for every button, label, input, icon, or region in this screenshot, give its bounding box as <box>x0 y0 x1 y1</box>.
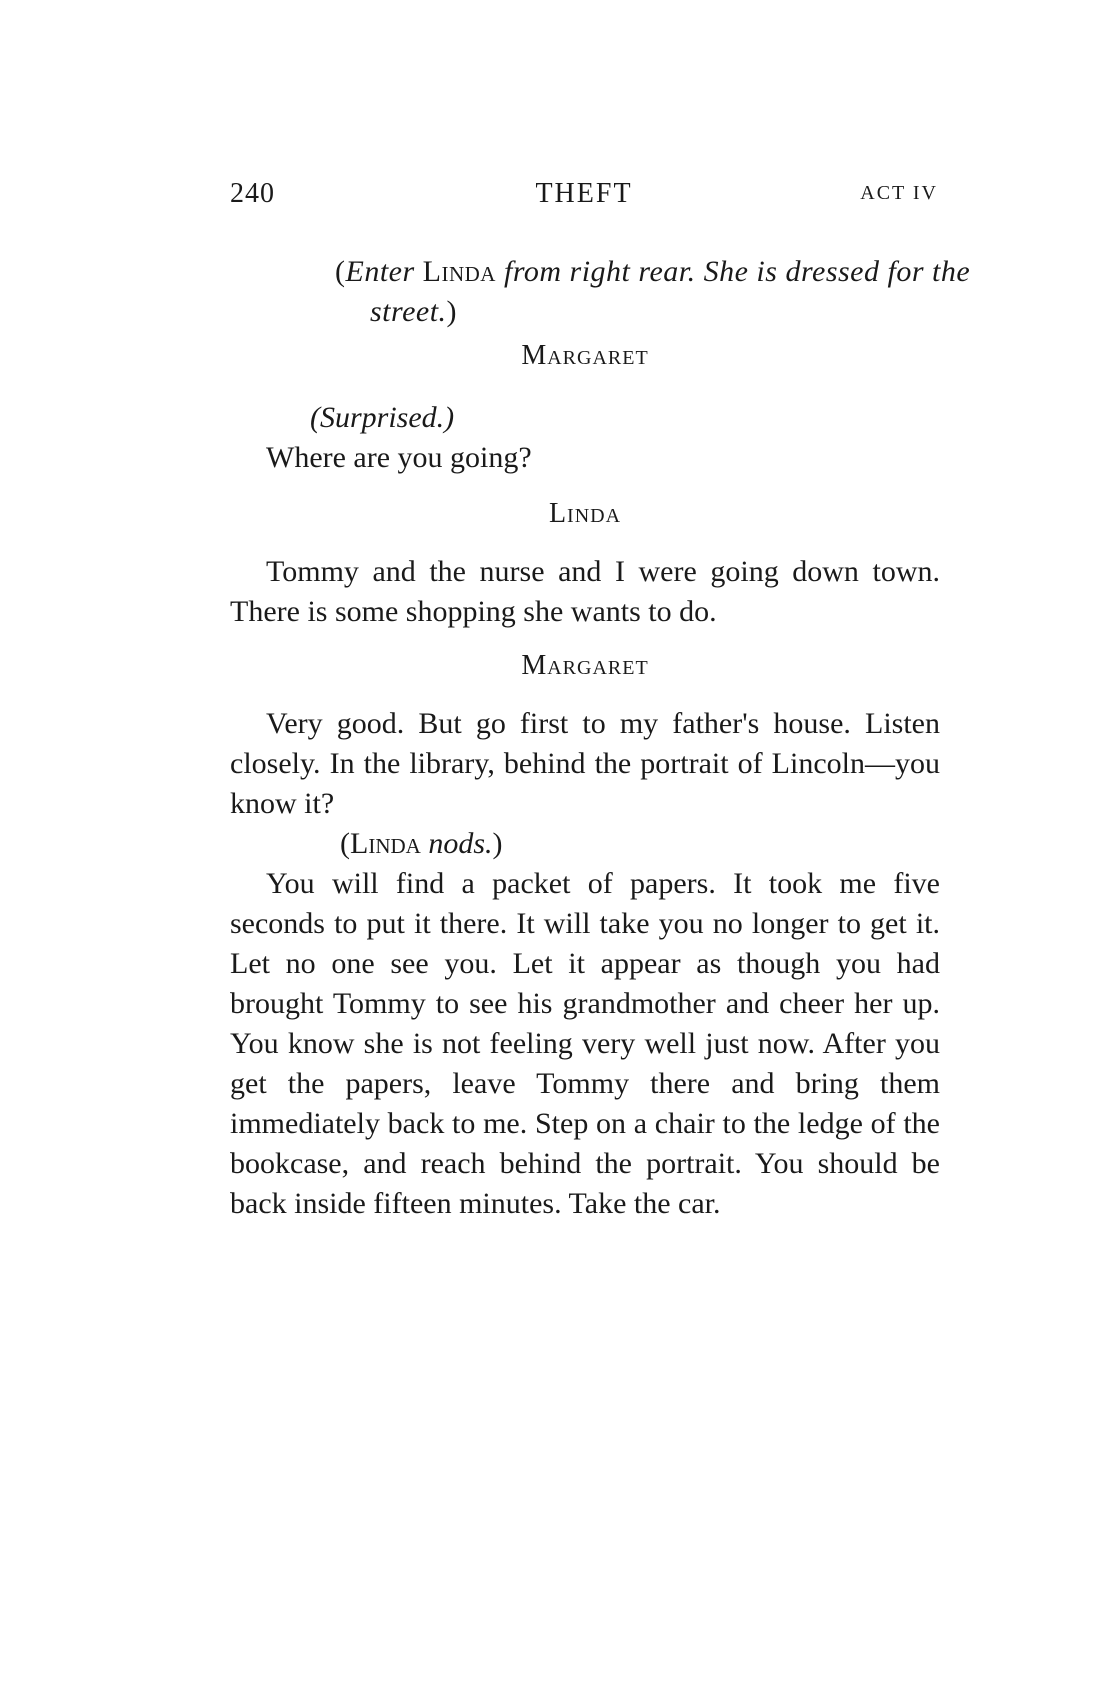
act-label: ACT IV <box>860 182 938 204</box>
paren-close: ) <box>492 827 503 860</box>
character-name: Linda <box>350 827 421 860</box>
stage-direction <box>230 824 940 864</box>
speaker-name: Linda <box>548 498 622 529</box>
stage-direction-text: nods. <box>428 827 493 860</box>
speech-block <box>230 704 940 1224</box>
paren-open: ( <box>335 255 346 288</box>
speaker-name: Margaret <box>521 650 649 681</box>
dialogue-paragraph: Very good. But go first to my father's house. Listen closely. In the library, behind the portrait of Lincoln—you know it? <box>230 707 940 820</box>
paren-open: ( <box>340 827 350 860</box>
dialogue-paragraph: Tommy and the nurse and I were going down town. There is some shopping she wants to do. <box>230 555 940 628</box>
dialogue-paragraph: You will find a packet of papers. It took me five seconds to put it there. It will take you no longer to get it. Let no one see you. Let it appear as though you had brought Tommy to see his grandmother and cheer her up. You know she is not feeling very well just now. After you get the papers, leave Tommy there and bring them immediately back to me. Step on a chair to the ledge of the bookcase, and reach behind the portrait. You should be back inside fifteen minutes. Take the car. <box>230 867 940 1220</box>
speaker-name: Margaret <box>521 340 649 371</box>
page-header <box>230 178 938 218</box>
speech-block <box>230 398 940 478</box>
paren-close: ) <box>446 295 458 328</box>
character-name: Linda <box>422 255 496 288</box>
stage-direction-text: from right rear. She is dressed for the street. <box>370 255 971 328</box>
stage-direction <box>230 398 940 438</box>
page-number: 240 <box>230 178 275 209</box>
enter-word: Enter <box>345 255 415 288</box>
dialogue-line: Where are you going? <box>266 441 532 474</box>
running-title: THEFT <box>535 178 633 209</box>
stage-direction-enter <box>335 252 975 332</box>
stage-direction-text: (Surprised.) <box>310 401 455 434</box>
